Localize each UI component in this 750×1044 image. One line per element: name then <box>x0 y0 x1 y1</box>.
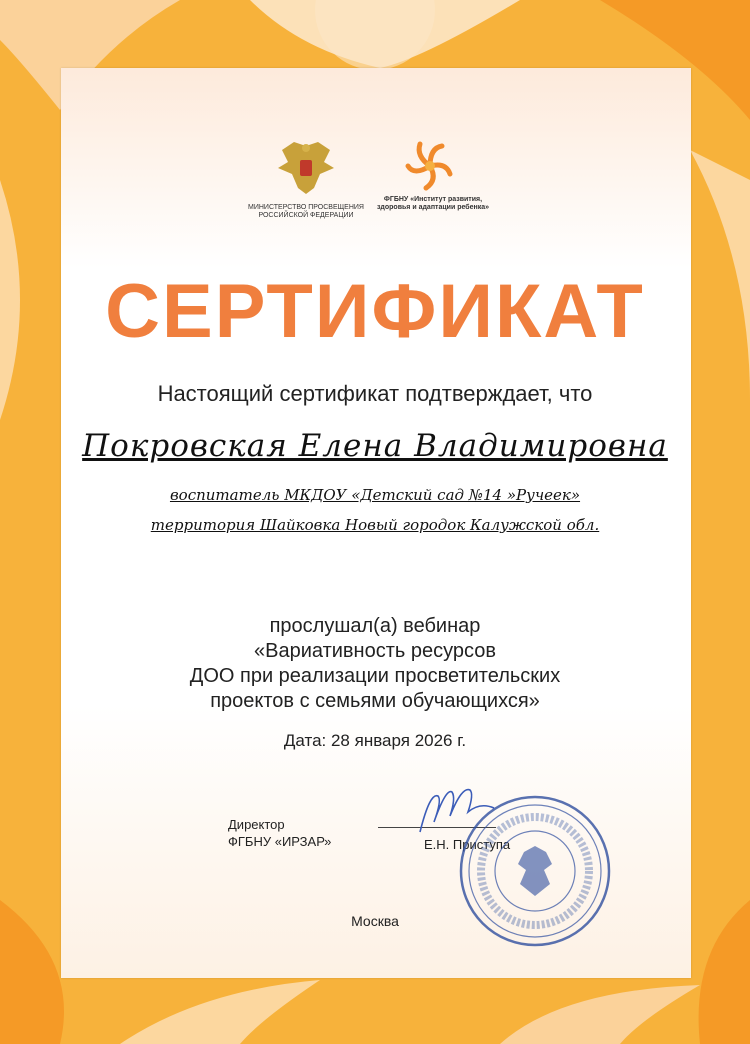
certificate-subtitle: Настоящий сертификат подтверждает, что <box>157 381 593 406</box>
signer-organization: ФГБНУ «ИРЗАР» <box>228 834 332 849</box>
webinar-line: ДОО при реализации просветительских <box>189 665 561 687</box>
signer-role: Директор <box>228 817 285 832</box>
recipient-name: Покровская Елена Владимировна <box>82 428 668 464</box>
webinar-line: проектов с семьями обучающихся» <box>210 690 540 712</box>
certificate-date: Дата: 28 января 2026 г. <box>283 731 467 750</box>
flower-logo-icon <box>400 138 460 194</box>
webinar-line: «Вариативность ресурсов <box>254 640 496 662</box>
signer-name: Е.Н. Приступа <box>424 837 511 852</box>
city-label: Москва <box>351 913 399 929</box>
ministry-logo-text: МИНИСТЕРСТВО ПРОСВЕЩЕНИЯ РОССИЙСКОЙ ФЕДЕРАЦИИ <box>248 204 364 219</box>
certificate-title: СЕРТИФИКАТ <box>105 269 645 354</box>
recipient-location: территория Шайковка Новый городок Калужской обл. <box>150 516 600 534</box>
coat-of-arms-icon <box>274 140 338 196</box>
recipient-position: воспитатель МКДОУ «Детский сад №14 »Ручеек» <box>169 486 581 504</box>
institute-logo-text: ФГБНУ «Институт развития, здоровья и адаптации ребенка» <box>376 196 490 211</box>
webinar-line: прослушал(а) вебинар <box>269 615 481 637</box>
